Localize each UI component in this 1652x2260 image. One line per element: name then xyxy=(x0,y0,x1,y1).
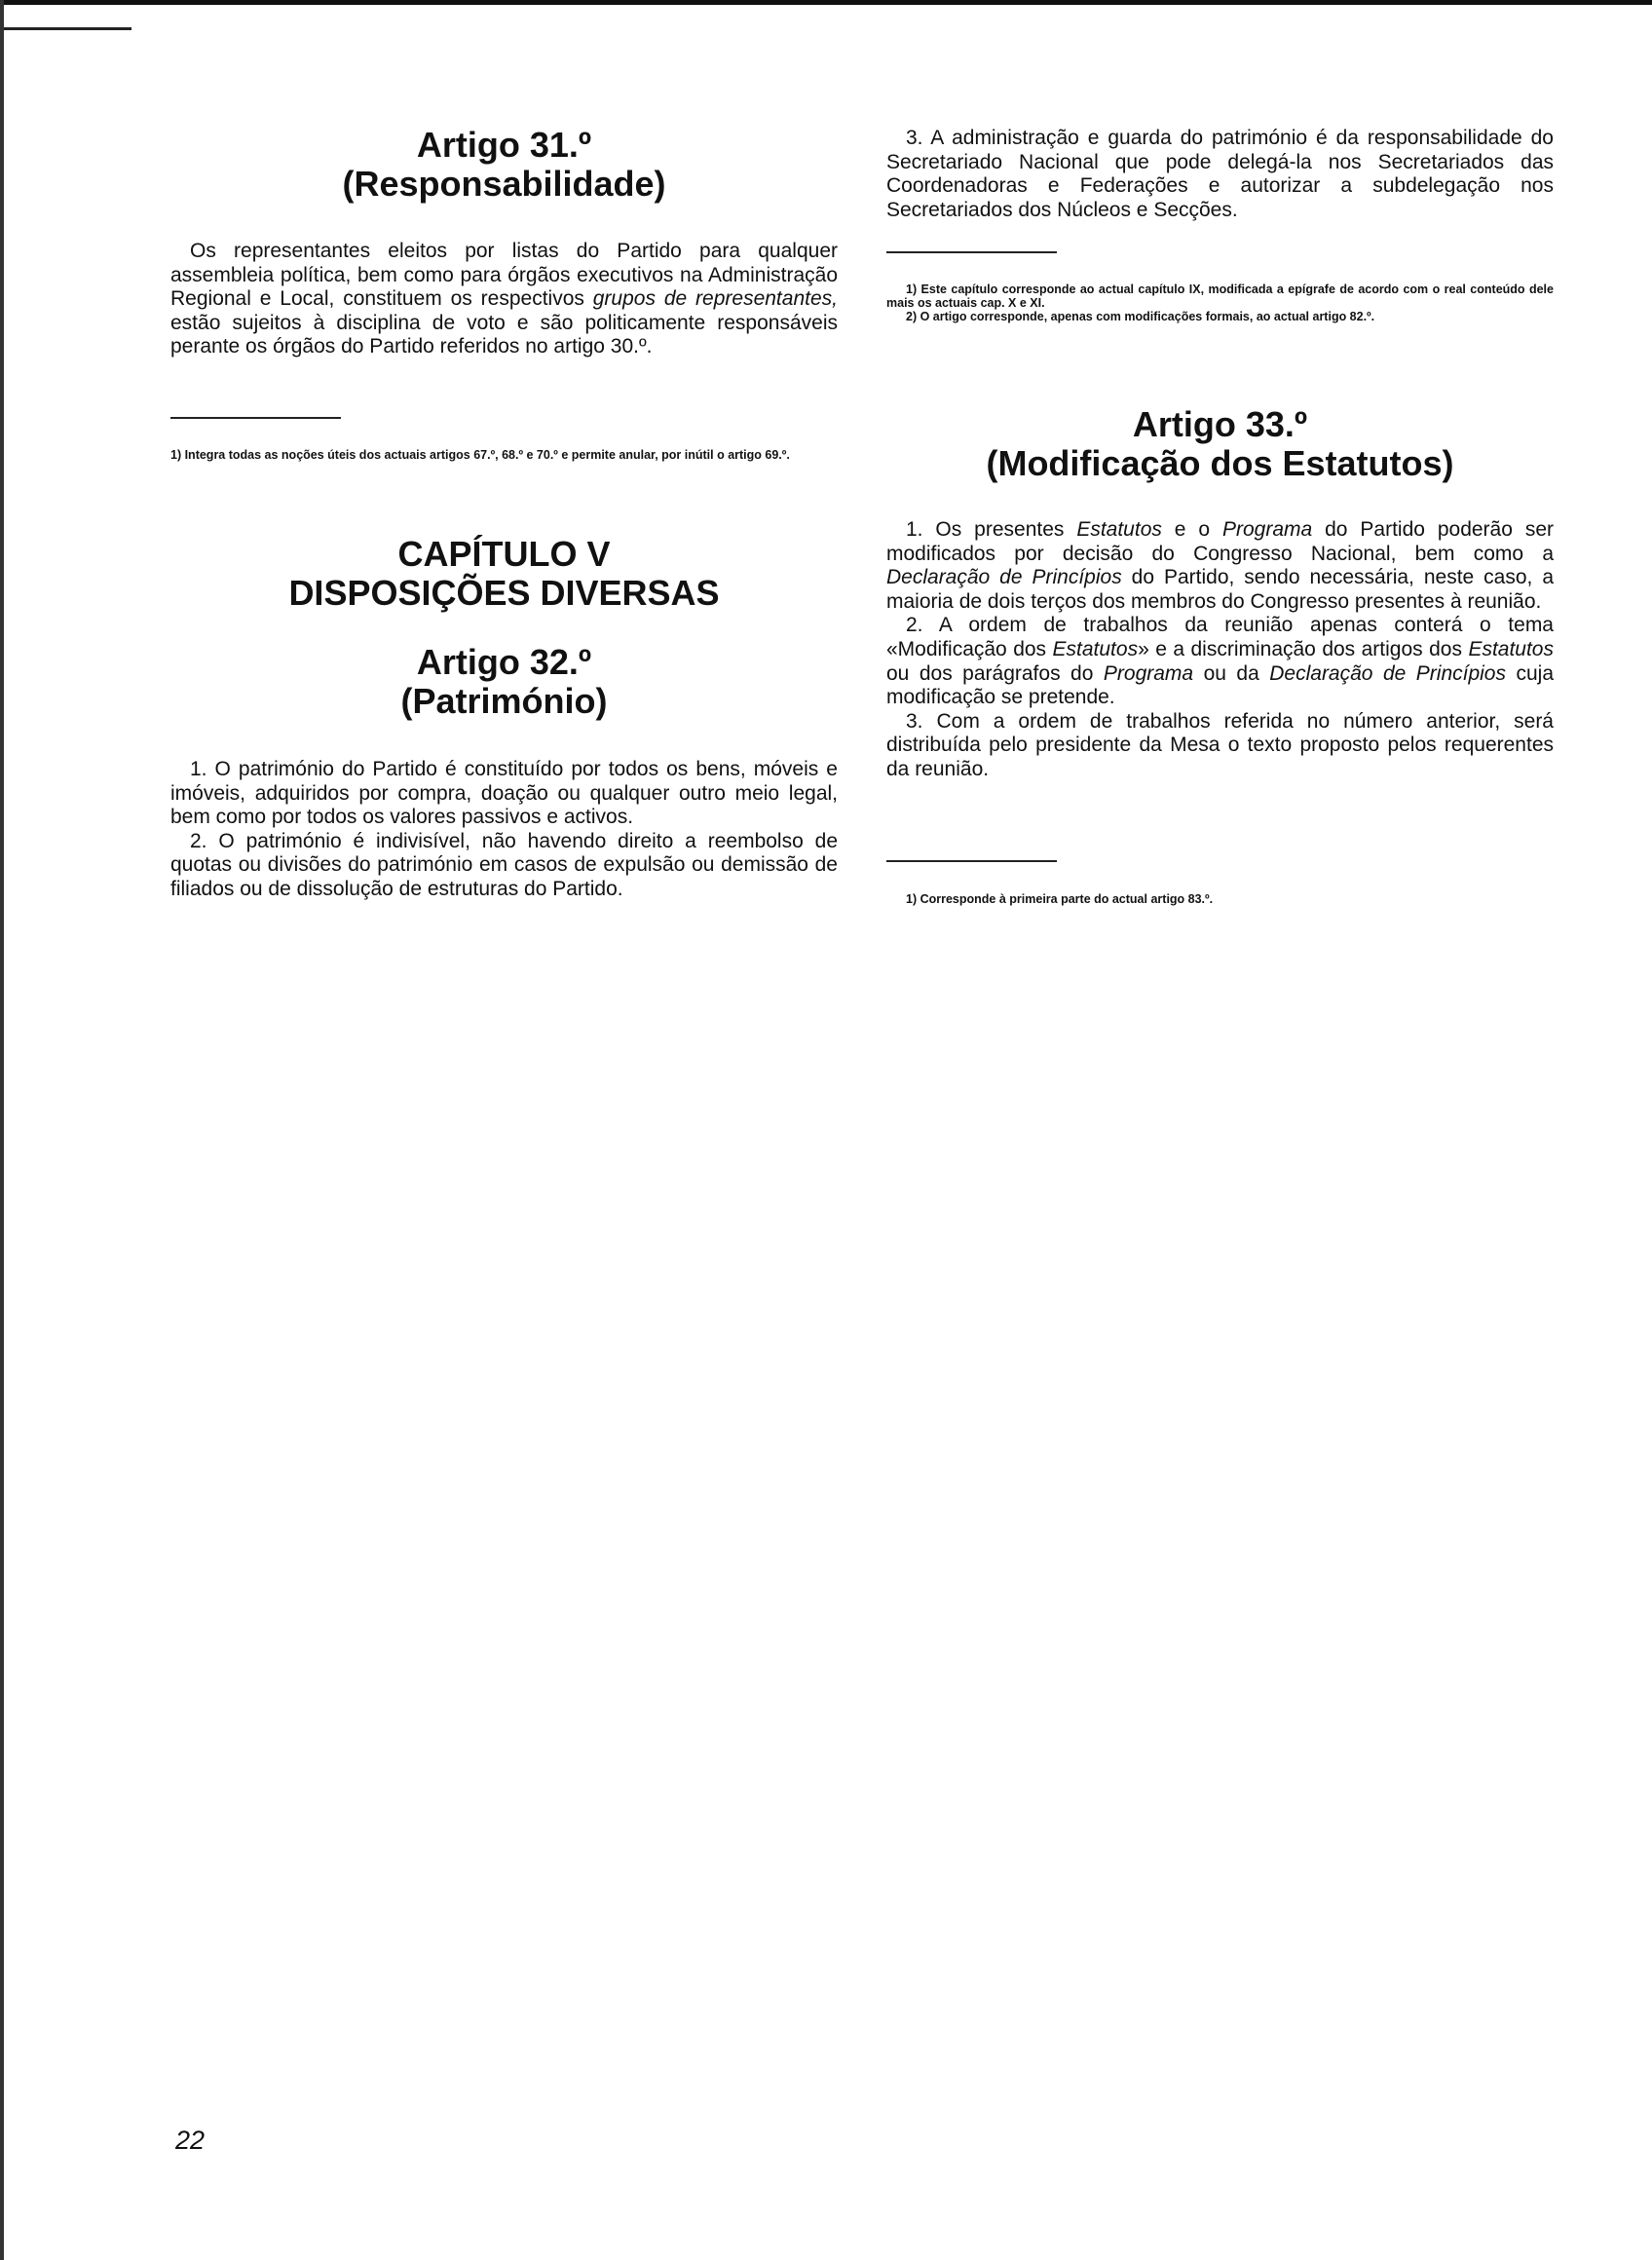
article-32-title: Artigo 32.º xyxy=(416,642,592,682)
article-33-paragraph-2: 2. A ordem de trabalhos da reunião apenas conterá o tema «Modificação dos Estatutos» e a discriminação dos artigos dos Estatutos ou dos parágrafos do Programa ou da Declaração de Princípios cuja modificação se pretende. xyxy=(886,614,1555,709)
article-33-paragraph-3: 3. Com a ordem de trabalhos referida no número anterior, será distribuída pelo presidente da Mesa o texto proposto pelos requerentes da reunião. xyxy=(886,709,1554,780)
article-31-subtitle: (Responsabilidade) xyxy=(342,164,666,204)
footnote-rule xyxy=(886,860,1057,862)
footnote-chapter: 1) Este capítulo corresponde ao actual capítulo IX, modificada a epígrafe de acordo com o real conteúdo dele mais os actuais cap. X e XI. xyxy=(886,282,1554,310)
article-33-paragraph-1: 1. Os presentes Estatutos e o Programa do Partido poderão ser modificados por decisão do Congresso Nacional, bem como a Declaração de Princípios do Partido, sendo necessária, neste caso, a maioria de dois terços dos membros do Congresso presentes à reunião. xyxy=(886,518,1554,613)
article-32-paragraph-2: 2. O património é indivisível, não havendo direito a reembolso de quotas ou divisões do património em casos de expulsão ou demissão de filiados ou de dissolução de estruturas do Partido. xyxy=(170,829,838,900)
top-left-rule xyxy=(0,27,131,30)
article-32-paragraph-3: 3. A administração e guarda do património é da responsabilidade do Secretariado Nacional que pode delegá-la nos Secretariados das Coordenadoras e Federações e autorizar a subdelegação nos Secretariados dos Núcleos e Secções. xyxy=(886,127,1554,221)
footnote-article-32: 2) O artigo corresponde, apenas com modificações formais, ao actual artigo 82.º. xyxy=(906,310,1375,323)
footnote-rule xyxy=(170,417,341,419)
article-31-body xyxy=(170,240,838,359)
article-32-subtitle: (Património) xyxy=(400,681,608,721)
footnote-article-33: 1) Corresponde à primeira parte do actual artigo 83.º. xyxy=(906,892,1214,906)
chapter-title: CAPÍTULO V xyxy=(397,534,611,574)
page-number: 22 xyxy=(175,2126,206,2155)
article-32-paragraph-1: 1. O património do Partido é constituído por todos os bens, móveis e imóveis, adquiridos por compra, doação ou qualquer outro meio legal, bem como por todos os valores passivos e activos. xyxy=(170,758,838,829)
article-33-title: Artigo 33.º xyxy=(1132,404,1308,444)
article-32-continuation xyxy=(886,127,1554,222)
top-border-line xyxy=(0,0,1652,5)
footnotes-chapter xyxy=(886,282,1554,323)
article-31-title: Artigo 31.º xyxy=(416,125,592,165)
article-33-body xyxy=(886,518,1554,782)
article-33-subtitle: (Modificação dos Estatutos) xyxy=(986,443,1454,483)
footnote-rule xyxy=(886,251,1057,253)
footnote-article-31: 1) Integra todas as noções úteis dos actuais artigos 67.º, 68.º e 70.º e permite anular, por inútil o artigo 69.º. xyxy=(170,448,790,462)
left-border-line xyxy=(0,0,4,2260)
article-32-body xyxy=(170,758,838,902)
chapter-subtitle: DISPOSIÇÕES DIVERSAS xyxy=(288,573,720,613)
article-31-paragraph: Os representantes eleitos por listas do Partido para qualquer assembleia política, bem como para órgãos executivos na Administração Regional e Local, constituem os respectivos grupos de representantes, estão sujeitos à disciplina de voto e são politicamente responsáveis perante os órgãos do Partido referidos no artigo 30.º. xyxy=(170,240,838,358)
